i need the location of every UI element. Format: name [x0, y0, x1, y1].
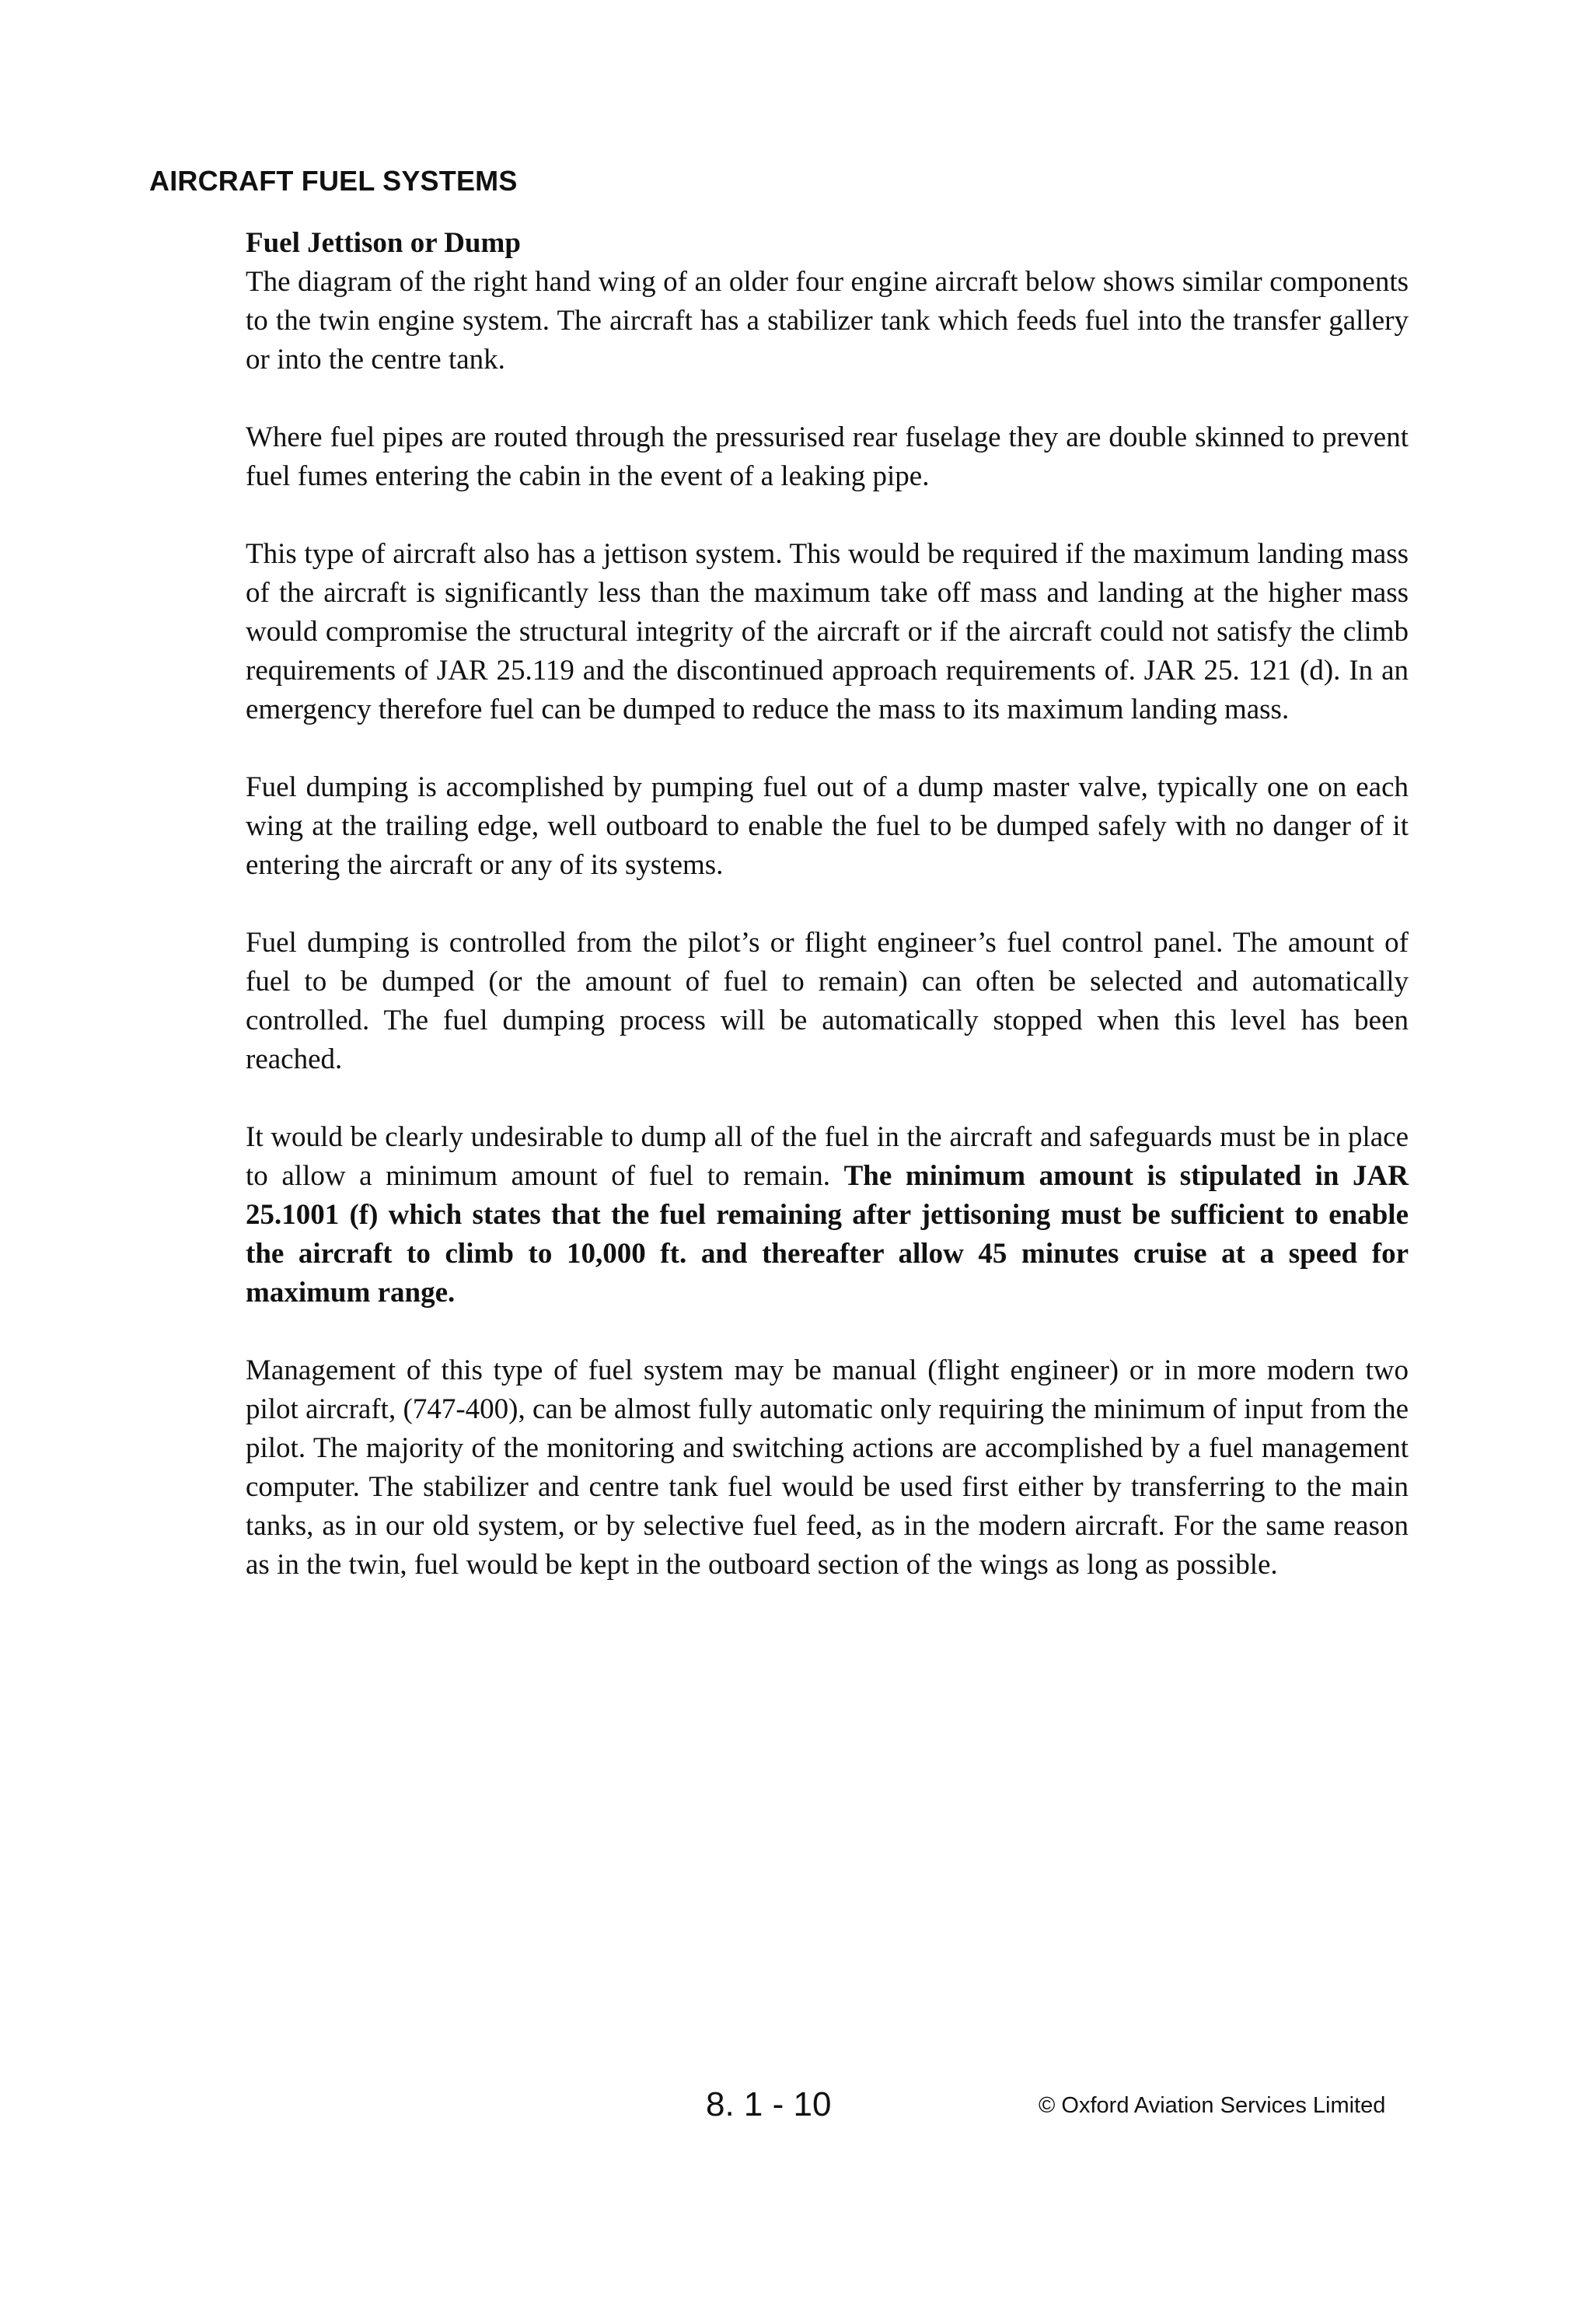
copyright-notice: © Oxford Aviation Services Limited — [1039, 2093, 1386, 2118]
paragraph-5: Fuel dumping is controlled from the pilot’s or flight engineer’s fuel control panel. The amount of fuel to be dumped (or the amount of fuel to remain) can often be selected and automatically controlled. The fuel dumping process will be automatically stopped when this level has been reached. — [246, 927, 1409, 1075]
page-number: 8. 1 - 10 — [706, 2085, 832, 2123]
paragraph-4: Fuel dumping is accomplished by pumping fuel out of a dump master valve, typically one on each wing at the trailing edge, well outboard to enable the fuel to be dumped safely with no danger of it entering the aircraft or any of its systems. — [246, 771, 1409, 881]
subheading: Fuel Jettison or Dump — [246, 227, 521, 259]
paragraph-6-emphasis: The minimum amount is stipulated in JAR 25.1001 (f) which states that the fuel remaining after jettisoning must be sufficient to enable the aircraft to climb to 10,000 ft. and thereafter allow 45 minutes cruise at a speed for maximum range. — [246, 1160, 1409, 1309]
paragraph-6 — [246, 1118, 1409, 1312]
paragraph-3: This type of aircraft also has a jettison system. This would be required if the maximum landing mass of the aircraft is significantly less than the maximum take off mass and landing at the higher mass would compromise the structural integrity of the aircraft or if the aircraft could not satisfy the climb requirements of JAR 25.119 and the discontinued approach requirements of. JAR 25. 121 (d). In an emergency therefore fuel can be dumped to reduce the mass to its maximum landing mass. — [246, 538, 1409, 725]
paragraph-1: The diagram of the right hand wing of an older four engine aircraft below shows similar components to the twin engine system. The aircraft has a stabilizer tank which feeds fuel into the transfer gallery or into the centre tank. — [246, 266, 1409, 376]
paragraph-6-text: It would be clearly undesirable to dump all of the fuel in the aircraft and safeguards must be in place to allow a minimum amount of fuel to remain. — [246, 1121, 1409, 1192]
paragraph-7: Management of this type of fuel system may be manual (flight engineer) or in more modern two pilot aircraft, (747-400), can be almost fully automatic only requiring the minimum of input from the pilot. The majority of the monitoring and switching actions are accomplished by a fuel management computer. The stabilizer and centre tank fuel would be used first either by transferring to the main tanks, as in our old system, or by selective fuel feed, as in the modern aircraft. For the same reason as in the twin, fuel would be kept in the outboard section of the wings as long as possible. — [246, 1354, 1409, 1581]
paragraph-2: Where fuel pipes are routed through the pressurised rear fuselage they are double skinned to prevent fuel fumes entering the cabin in the event of a leaking pipe. — [246, 421, 1409, 492]
section-title: AIRCRAFT FUEL SYSTEMS — [149, 165, 518, 197]
body-text — [246, 224, 1409, 1623]
